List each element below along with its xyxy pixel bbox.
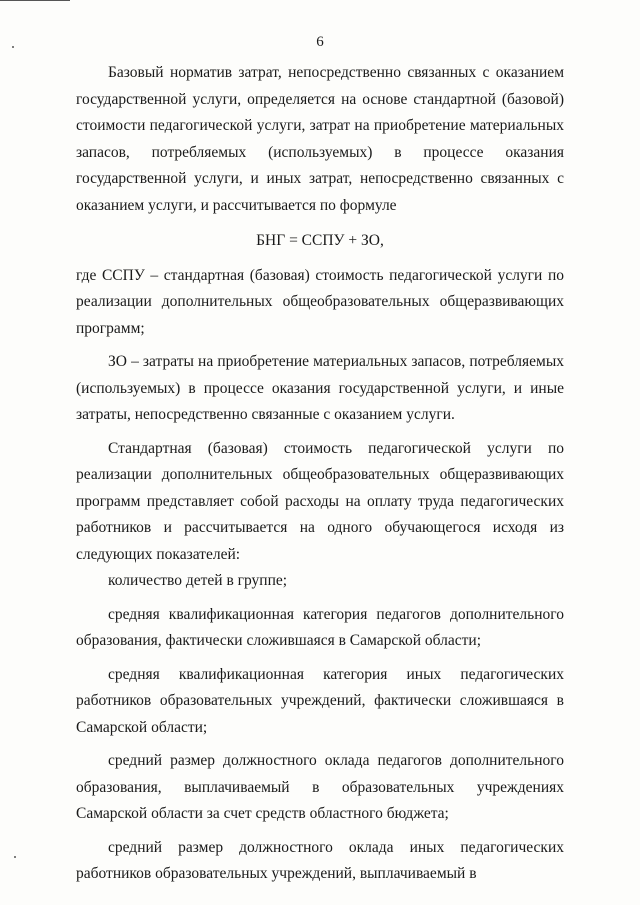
scan-edge-mark: [14, 856, 16, 858]
paragraph-definition-sspu: где ССПУ – стандартная (базовая) стоимость педагогической услуги по реализации дополнительных общеобразовательных общеразвивающих программ;: [76, 266, 564, 337]
paragraph-intro: Базовый норматив затрат, непосредственно связанных с оказанием государственной услуги, определяется на основе стандартной (базовой) стоимости педагогической услуги, затрат на приобретение материальных запасов, потребляемых (используемых) в процессе оказания государственной услуги, и иных затрат, непосредственно связанных с оказанием услуги, и рассчитывается по формуле: [76, 64, 564, 214]
paragraph-standard-cost: Стандартная (базовая) стоимость педагогической услуги по реализации дополнительных общеобразовательных общеразвивающих программ представляет собой расходы на оплату труда педагогических работников и рассчитывается на одного обучающегося исходя из следующих показателей:: [76, 439, 564, 563]
list-item-teacher-category: средняя квалификационная категория педагогов дополнительного образования, фактически сложившаяся в Самарской области;: [76, 605, 564, 649]
document-body: [76, 60, 564, 888]
list-item-group-size: количество детей в группе;: [108, 572, 288, 589]
list-item-teacher-salary: средний размер должностного оклада педагогов дополнительного образования, выплачиваемый в образовательных учреждениях Самарской области за счет средств областного бюджета;: [76, 752, 564, 822]
list-item-other-staff-salary: средний размер должностного оклада иных педагогических работников образовательных учреждений, выплачиваемый в: [76, 838, 564, 882]
formula: БНГ = ССПУ + ЗО,: [256, 232, 384, 249]
paragraph-definition-zo: ЗО – затраты на приобретение материальных запасов, потребляемых (используемых) в процессе оказания государственной услуги, и иные затраты, непосредственно связанные с оказанием услуги.: [76, 353, 564, 423]
scan-edge-mark: [0, 0, 70, 1]
page-number: 6: [316, 34, 324, 50]
list-item-other-staff-category: средняя квалификационная категория иных педагогических работников образовательных учреждений, фактически сложившаяся в Самарской области;: [76, 665, 564, 736]
